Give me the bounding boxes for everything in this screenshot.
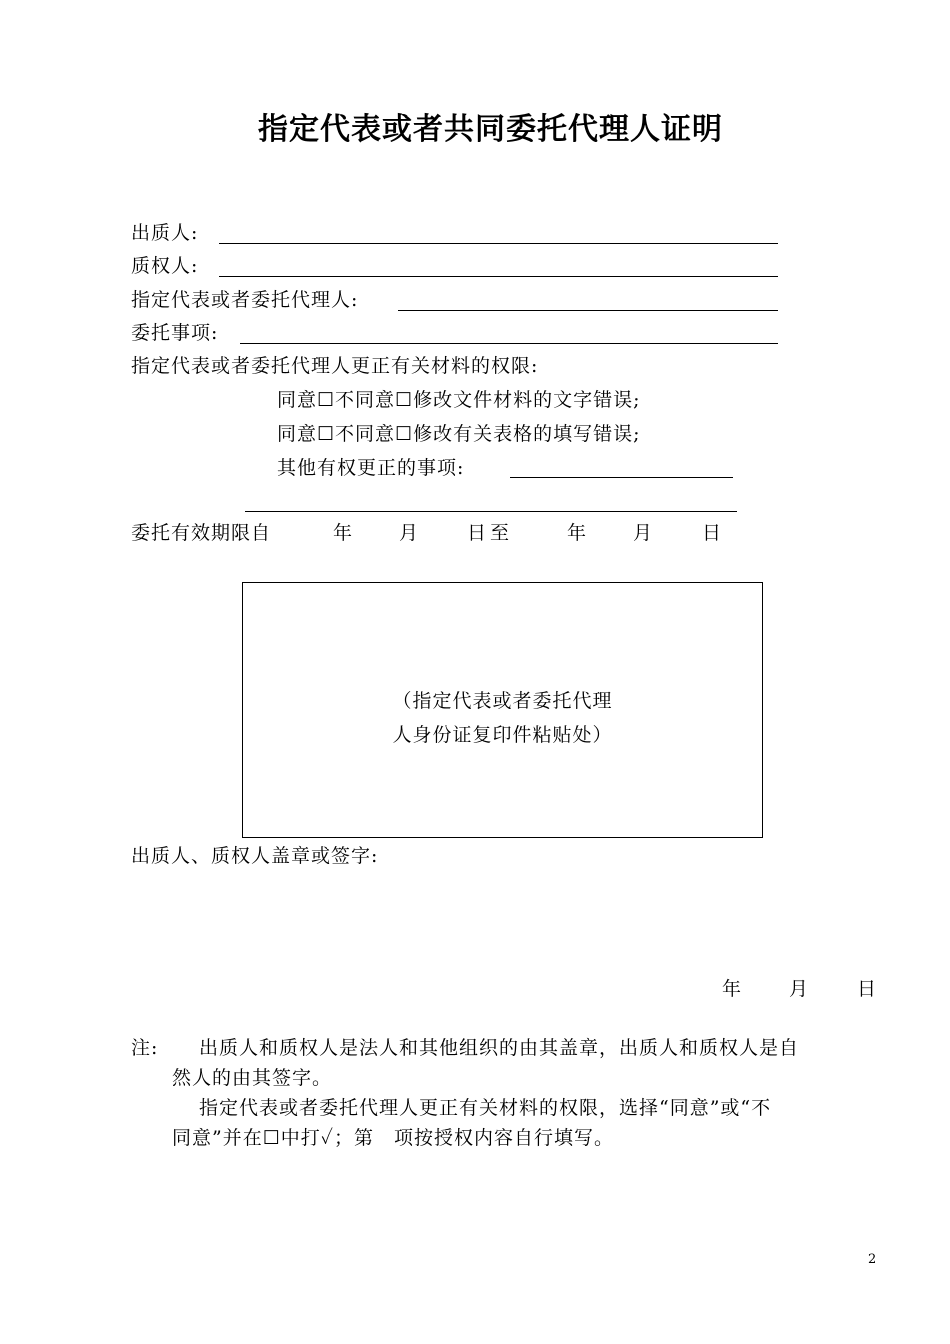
matters-underline[interactable] <box>240 343 778 344</box>
signature-day: 日 <box>857 978 877 1000</box>
matters-label: 委托事项: <box>131 322 219 344</box>
id-copy-box-line2: 人身份证复印件粘贴处） <box>392 724 613 746</box>
notes-line2: 然人的由其签字。 <box>172 1067 333 1089</box>
option-text-errors: 同意☐不同意☐修改文件材料的文字错误; <box>277 389 641 411</box>
id-copy-box-line1: （指定代表或者委托代理 <box>392 690 613 712</box>
validity-month-end: 月 <box>633 522 653 544</box>
signature-year: 年 <box>722 978 742 1000</box>
validity-year-end: 年 <box>567 522 587 544</box>
pledgee-underline[interactable] <box>219 276 778 277</box>
authority-label: 指定代表或者委托代理人更正有关材料的权限: <box>131 355 539 377</box>
id-copy-paste-box <box>242 582 763 838</box>
pledgee-label: 质权人: <box>131 255 199 277</box>
page-number: 2 <box>868 1252 877 1267</box>
validity-label: 委托有效期限自 <box>131 522 272 544</box>
pledgor-label: 出质人: <box>131 222 199 244</box>
notes-prefix: 注: <box>131 1037 159 1059</box>
validity-day-end: 日 <box>702 522 722 544</box>
agent-underline[interactable] <box>398 310 778 311</box>
notes-line1: 出质人和质权人是法人和其他组织的由其盖章，出质人和质权人是自 <box>199 1037 800 1059</box>
validity-underline[interactable] <box>245 511 737 512</box>
notes-line3: 指定代表或者委托代理人更正有关材料的权限，选择“同意”或“不 <box>199 1097 772 1119</box>
signature-month: 月 <box>789 978 809 1000</box>
notes-line4: 同意”并在☐中打✓；第 项按授权内容自行填写。 <box>172 1127 615 1149</box>
pledgor-underline[interactable] <box>219 243 778 244</box>
option-other-label: 其他有权更正的事项: <box>277 457 465 479</box>
validity-month-start: 月 <box>399 522 419 544</box>
option-table-errors: 同意☐不同意☐修改有关表格的填写错误; <box>277 423 641 445</box>
page-title: 指定代表或者共同委托代理人证明 <box>258 112 723 147</box>
validity-year-start: 年 <box>333 522 353 544</box>
validity-day-to: 日至 <box>467 522 514 544</box>
agent-label: 指定代表或者委托代理人: <box>131 289 359 311</box>
signature-label: 出质人、质权人盖章或签字: <box>131 845 379 867</box>
other-matters-underline[interactable] <box>510 477 733 478</box>
